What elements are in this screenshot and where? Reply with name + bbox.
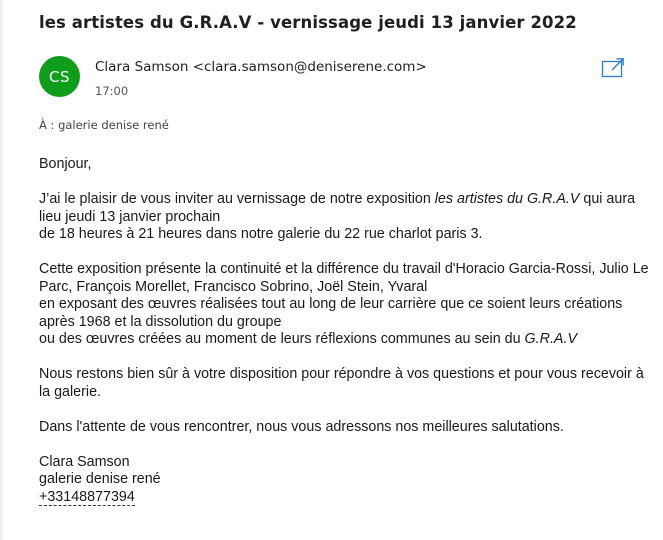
sender-name-address[interactable]: Clara Samson <clara.samson@deniserene.com> [95, 59, 427, 75]
invitation-text-b: qui aura lieu jeudi 13 janvier prochain [39, 191, 636, 225]
reading-pane-edge [0, 0, 3, 540]
email-body [39, 156, 655, 524]
greeting: Bonjour, [39, 156, 92, 172]
sender-avatar[interactable] [39, 56, 80, 97]
avatar-initials: CS [49, 67, 70, 86]
exhibition-text-b: en exposant des œuvres réalisées tout au long de leur carrière que ce soient leurs créations après 1968 et la dissolution du groupe [39, 296, 623, 330]
invitation-text-a: J’ai le plaisir de vous inviter au vernissage de notre exposition [39, 191, 435, 207]
exhibition-text-c: ou des œuvres créées au moment de leurs réflexions communes au sein du [39, 331, 525, 347]
signature [39, 454, 655, 507]
popout-button[interactable] [600, 57, 626, 79]
paragraph-closing: Dans l'attente de vous rencontrer, nous vous adressons nos meilleures salutations. [39, 418, 564, 435]
popout-icon [600, 57, 626, 79]
sent-time: 17:00 [95, 84, 129, 98]
signature-phone-link[interactable]: +33148877394 [39, 488, 135, 505]
invitation-text-c: de 18 heures à 21 heures dans notre galerie du 22 rue charlot paris 3. [39, 226, 483, 242]
paragraph-invitation [39, 191, 655, 244]
to-label: À : [39, 118, 55, 132]
paragraph-availability: Nous restons bien sûr à votre disposition pour répondre à vos questions et pour vous recevoir à la galerie. [39, 366, 644, 400]
signature-organization: galerie denise rené [39, 471, 161, 487]
group-name: G.R.A.V [524, 331, 577, 347]
exhibition-text-a: Cette exposition présente la continuité et la différence du travail d'Horacio Garcia-Rossi, Julio Le Parc, François Morellet, Francisco Sobrino, Joël Stein, Yvaral [39, 261, 649, 295]
recipient-line [39, 118, 169, 132]
signature-name: Clara Samson [39, 453, 130, 470]
paragraph-exhibition [39, 261, 655, 349]
exhibition-title: les artistes du G.R.A.V [434, 191, 580, 207]
recipient-name[interactable]: galerie denise rené [58, 118, 169, 132]
email-subject: les artistes du G.R.A.V - vernissage jeudi 13 janvier 2022 [39, 13, 577, 32]
